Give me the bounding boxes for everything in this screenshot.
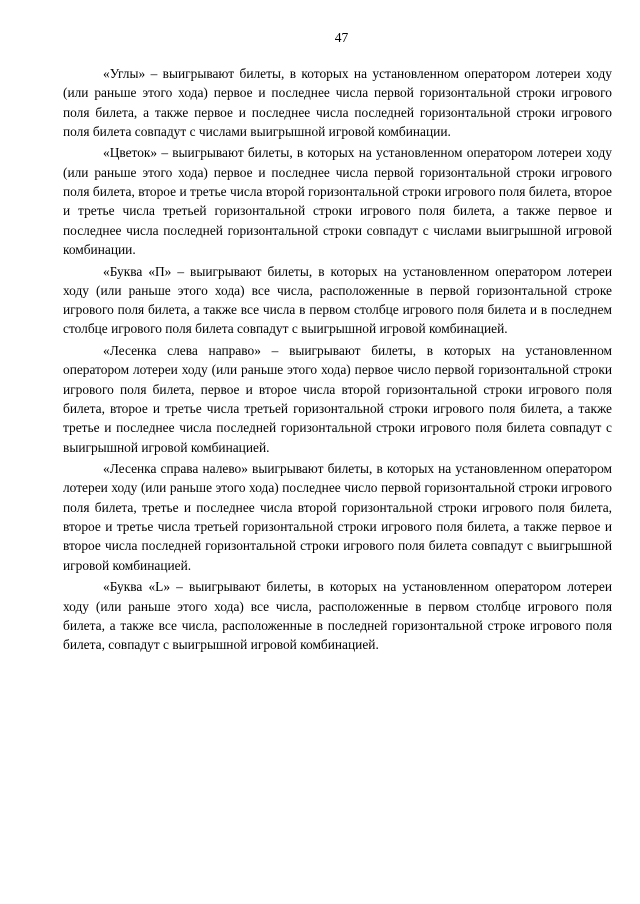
paragraph-bukva-p: «Буква «П» – выигрывают билеты, в которых на установленном оператором лотереи ходу (или раньше этого хода) все числа, расположенные в первой горизонтальной строке игрового поля билета, а также все числа в первом столбце игрового поля билета и в последнем столбце игрового поля билета совпадут с выигрышной игровой комбинацией. [63, 263, 612, 337]
document-body [63, 64, 612, 657]
paragraph-ugly: «Углы» – выигрывают билеты, в которых на установленном оператором лотереи ходу (или раньше этого хода) первое и последнее числа первой горизонтальной строки игрового поля билета, а также первое и последнее числа последней горизонтальной строки игрового поля билета совпадут с числами выигрышной игровой комбинации. [63, 66, 612, 139]
paragraph-bukva-l: «Буква «L» – выигрывают билеты, в которых на установленном оператором лотереи ходу (или раньше этого хода) все числа, расположенные в первом столбце игрового поля билета, а также все числа, расположенные в последней горизонтальной строке игрового поля билета, совпадут с выигрышной игровой комбинацией. [63, 579, 612, 653]
paragraph-tsvetok: «Цветок» – выигрывают билеты, в которых на установленном оператором лотереи ходу (или раньше этого хода) первое и последнее числа первой горизонтальной строки игрового поля билета, второе и третье числа второй горизонтальной строки игрового поля билета, второе и третье числа третьей горизонтальной строки игрового поля билета, а также первое и последнее числа последней горизонтальной строки совпадут с числами выигрышной игровой комбинации. [63, 145, 612, 257]
paragraph-lesenka-right-left: «Лесенка справа налево» выигрывают билеты, в которых на установленном оператором лотереи ходу (или раньше этого хода) последнее число первой горизонтальной строки игрового поля билета, третье и последнее числа второй горизонтальной строки игрового поля билета, второе и третье числа третьей горизонтальной строки игрового поля билета, а также первое и второе числа последней горизонтальной строки игрового поля билета совпадут с выигрышной игровой комбинацией. [63, 461, 612, 573]
paragraph-lesenka-left-right: «Лесенка слева направо» – выигрывают билеты, в которых на установленном оператором лотереи ходу (или раньше этого хода) первое число первой горизонтальной строки игрового поля билета, первое и второе числа второй горизонтальной строки игрового поля билета, второе и третье числа третьей горизонтальной строки игрового поля билета, а также третье и последнее числа последней горизонтальной строки игрового поля билета совпадут с выигрышной игровой комбинацией. [63, 343, 612, 455]
page-number: 47 [334, 30, 349, 45]
